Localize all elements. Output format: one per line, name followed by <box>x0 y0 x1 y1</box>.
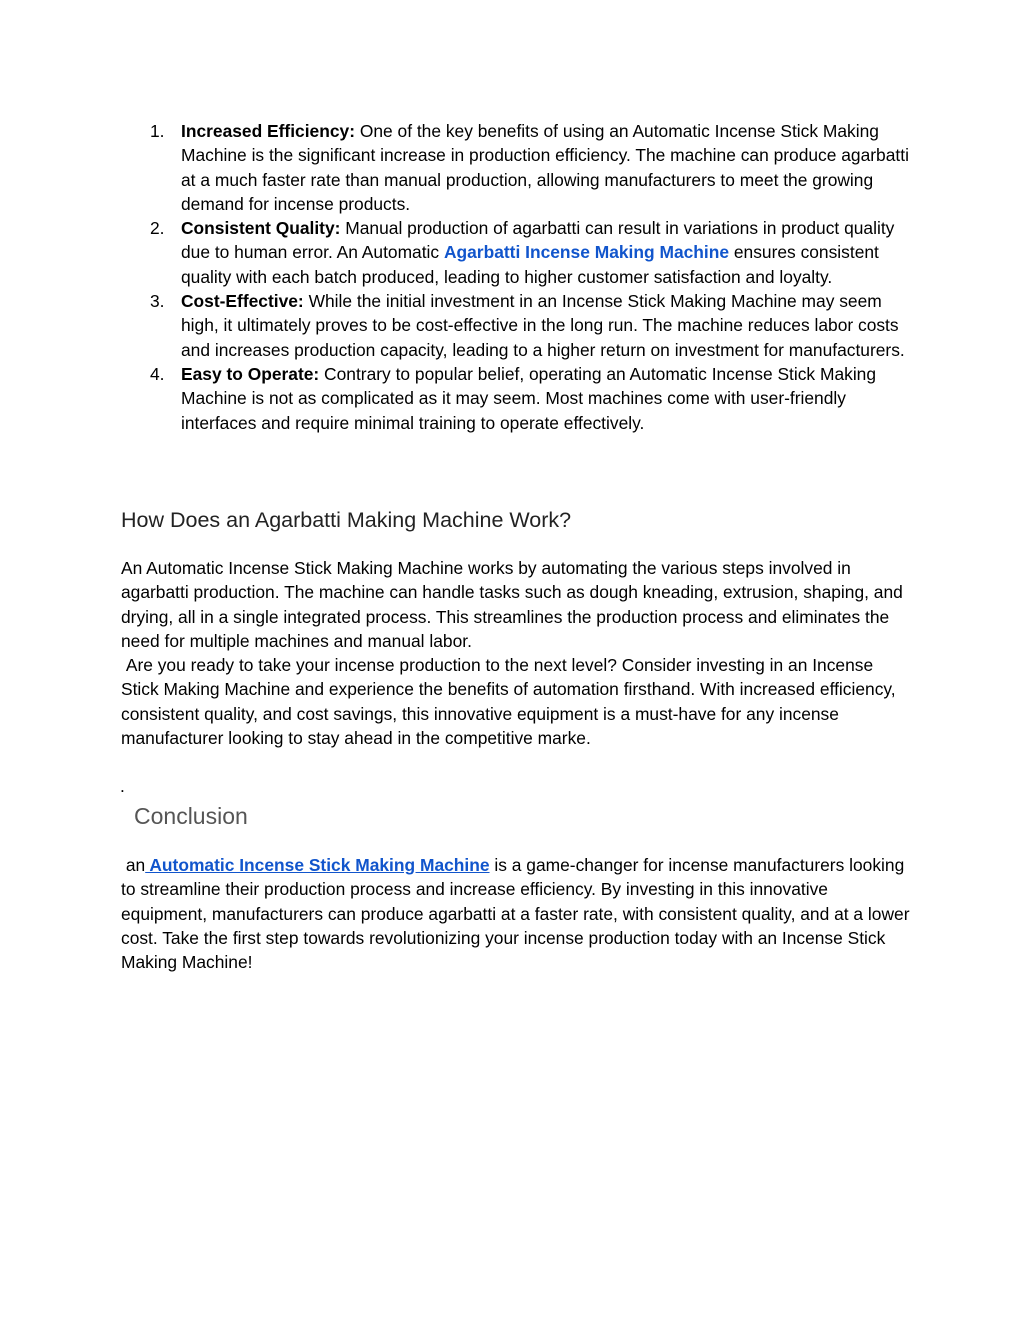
list-number: 4. <box>150 363 165 384</box>
list-number: 1. <box>150 121 165 141</box>
benefit-title: Increased Efficiency: <box>181 121 355 141</box>
benefit-text: Manual production of agarbatti can result in variations in product quality due to human error. An Automatic <box>181 218 895 263</box>
agarbatti-machine-link[interactable]: Agarbatti Incense Making Machine <box>443 242 730 263</box>
benefit-text: Contrary to popular belief, operating an Automatic Incense Stick Making Machine is not as complicated as it may seem. Most machines come with user-friendly interfaces and require minimal training to operate effectively. <box>181 363 877 433</box>
benefit-title: Cost-Effective: <box>181 291 304 312</box>
conclusion-text: is a game-changer for incense manufacturers looking to streamline their production process and increase efficiency. By investing in this innovative equipment, manufacturers can produce agarbatti at a faster rate, with consistent quality, and at a lower cost. Take the first step towards revolutionizing your incense production today with an Incense Stick Making Machine! <box>121 855 915 973</box>
stray-dot: . <box>120 776 125 796</box>
list-number: 3. <box>150 291 165 312</box>
conclusion-paragraph <box>121 853 915 974</box>
automatic-machine-link[interactable]: Automatic Incense Stick Making Machine <box>145 855 490 875</box>
how-it-works-heading: How Does an Agarbatti Making Machine Work? <box>121 508 572 532</box>
how-paragraph-2: Are you ready to take your incense production to the next level? Consider investing in an Incense Stick Making Machine and experience the benefits of automation firsthand. With increased efficiency, consistent quality, and cost savings, this innovative equipment is a must-have for any incense manufacturer looking to stay ahead in the competitive marke. <box>121 655 901 749</box>
list-item <box>150 216 921 289</box>
list-number: 2. <box>150 218 165 239</box>
conclusion-prefix: an <box>121 855 146 875</box>
benefit-title: Consistent Quality: <box>181 218 341 239</box>
benefit-text: While the initial investment in an Incense Stick Making Machine may seem high, it ultimately proves to be cost-effective in the long run. The machine reduces labor costs and increases production capacity, leading to a higher return on investment for manufacturers. <box>181 291 905 360</box>
benefit-text-after: ensures consistent quality with each batch produced, leading to higher customer satisfaction and loyalty. <box>181 242 879 287</box>
benefits-list <box>150 119 921 435</box>
how-it-works-body <box>121 556 911 750</box>
benefit-title: Easy to Operate: <box>181 363 320 384</box>
benefit-text: One of the key benefits of using an Automatic Incense Stick Making Machine is the significant increase in production efficiency. The machine can produce agarbatti at a much faster rate than manual production, allowing manufacturers to meet the growing demand for incense products. <box>181 121 909 214</box>
list-item <box>150 289 921 362</box>
list-item <box>150 119 921 216</box>
how-paragraph-1: An Automatic Incense Stick Making Machine works by automating the various steps involved in agarbatti production. The machine can handle tasks such as dough kneading, extrusion, shaping, and drying, all in a single integrated process. This streamlines the production process and eliminates the need for multiple machines and manual labor. <box>121 558 903 651</box>
list-item <box>150 362 921 435</box>
conclusion-heading: Conclusion <box>134 803 248 829</box>
